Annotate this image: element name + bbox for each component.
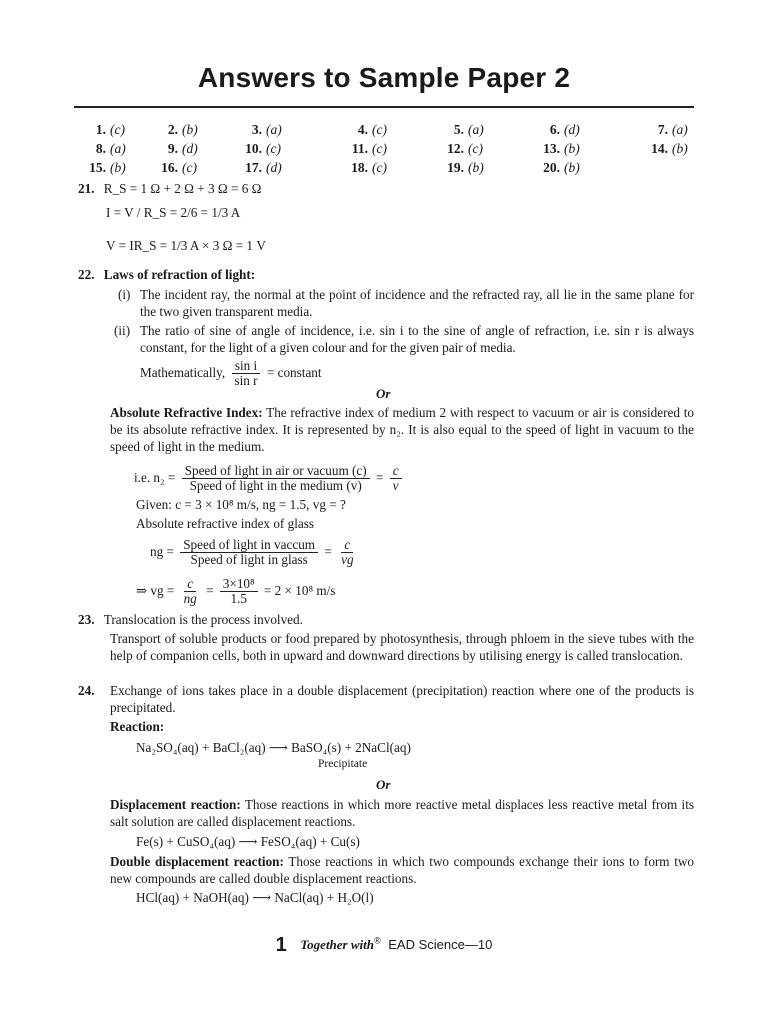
q22-given: Given: c = 3 × 10⁸ m/s, ng = 1.5, vg = ? [136,497,346,512]
mcq-number: 15. [89,160,106,175]
mcq-answer: (c) [372,141,387,156]
mcq-number: 2. [167,122,178,137]
mcq-answer-item [340,122,387,138]
q24-paragraph: Exchange of ions takes place in a double displacement (precipitation) reaction where one of the products is precipitated. [110,683,694,715]
q22-law2-text: The ratio of sine of angle of incidence, i.e. sin i to the sine of angle of refraction, i.e. sin r is always constant, for the light of a given colour and for the given pair of media. [140,323,694,355]
q24-displacement-paragraph [110,796,694,830]
mcq-number: 4. [357,122,368,137]
brand-name: Together with [300,936,374,952]
mcq-number: 16. [161,160,178,175]
mcq-answer: (a) [468,122,484,137]
mcq-answer: (d) [182,141,198,156]
q22-math-tail: = constant [266,365,322,380]
q22-vg-formula [136,575,335,607]
fraction-denominator: v [392,478,399,494]
mcq-answer: (d) [564,122,580,137]
registered-mark: ® [374,935,381,946]
sin-ratio-fraction [232,359,261,388]
fraction-numerator: c [341,538,353,553]
mcq-number: 18. [351,160,368,175]
mcq-answer-item [234,141,281,157]
mcq-answer: (b) [672,141,688,156]
mcq-answer-item [640,122,688,138]
mcq-number: 20. [543,160,560,175]
mcq-answer-item [436,141,483,157]
double-displacement-text: Those reactions in which two compounds exchange their ions to form two new compounds are called double displacement reactions. [110,854,694,886]
q23-line1 [78,611,303,628]
c-over-vg-fraction [338,538,356,567]
mcq-answer-item [150,141,198,157]
mcq-number: 10. [245,141,262,156]
ng-fraction [180,538,318,567]
question-number: 23. [78,612,95,627]
mcq-number: 14. [651,141,668,156]
page-title: Answers to Sample Paper 2 [197,62,571,93]
question-number: 24. [78,683,95,698]
mcq-answer: (b) [182,122,198,137]
ng-lead: ng = [150,544,174,559]
mcq-answer-item [150,122,198,138]
mcq-answer-item [234,160,282,176]
q22-math-lead: Mathematically, [140,365,226,380]
title-rule [74,106,694,108]
fraction-numerator: Speed of light in air or vacuum (c) [182,464,370,479]
or-separator: Or [376,386,391,401]
vg-result: = 2 × 10⁸ m/s [263,583,336,598]
double-displacement-equation: HCl(aq) + NaOH(aq) ⟶ NaCl(aq) + H₂O(l) [136,890,374,905]
equals-sign: = [324,544,332,559]
c-over-ng-fraction [181,577,200,606]
mcq-number: 13. [543,141,560,156]
q24-reaction-equation: Na₂SO₄(aq) + BaCl₂(aq) ⟶ BaSO₄(s) + 2NaCl(aq) [136,740,411,755]
q24-reaction-heading [110,718,164,735]
mcq-number: 17. [245,160,262,175]
mcq-answer-item [436,160,484,176]
q23-paragraph: Transport of soluble products or food prepared by photosynthesis, through phloem in the sieve tubes with the help of companion cells, both in upward and downward directions by utilising energy is called translocation. [110,631,694,663]
absolute-ri-heading: Absolute Refractive Index: [110,405,263,420]
q22-law1-text: The incident ray, the normal at the point of incidence and the refracted ray, all lie in the same plane for the two given transparent media. [140,287,694,319]
question-number: 21. [78,181,95,196]
q22-absolute-ri-paragraph [110,404,694,455]
q22-law1-label: (i) [118,287,131,302]
mcq-answer-item [436,122,484,138]
mcq-answer-item [532,141,580,157]
fraction-denominator: sin r [234,373,258,389]
ie-lead: i.e. n₂ = [134,470,176,485]
mcq-answer: (b) [110,160,126,175]
mcq-number: 9. [167,141,178,156]
mcq-answer-item [150,160,197,176]
mcq-answer-item [640,141,688,157]
mcq-answer-item [532,160,580,176]
q22-heading-text: Laws of refraction of light: [103,267,256,282]
fraction-denominator: 1.5 [230,591,247,607]
mcq-number: 19. [447,160,464,175]
mcq-answer: (a) [110,141,126,156]
fraction-denominator: vg [341,552,354,568]
q22-ng-formula [150,534,360,570]
double-displacement-heading: Double displacement reaction: [110,854,284,869]
mcq-answer-item [340,141,387,157]
reaction-heading: Reaction: [110,719,165,734]
equals-sign: = [206,583,214,598]
question-number: 22. [78,267,95,282]
mcq-answer: (b) [564,141,580,156]
fraction-denominator: Speed of light in glass [190,552,308,568]
fraction-numerator: sin i [232,359,260,374]
mcq-answer: (b) [468,160,484,175]
series-name: EAD Science—10 [388,936,493,952]
mcq-answer-item [78,122,125,138]
q22-n2-formula [134,460,405,496]
fraction-denominator: Speed of light in the medium (v) [189,478,362,494]
mcq-number: 8. [95,141,106,156]
mcq-answer: (a) [672,122,688,137]
mcq-number: 12. [447,141,464,156]
mcq-answer: (c) [110,122,125,137]
page-footer [0,934,768,957]
mcq-number: 11. [351,141,368,156]
q23-text1: Translocation is the process involved. [103,612,303,627]
q24-double-displacement-paragraph [110,853,694,887]
q21-rs-equation: R_S = 1 Ω + 2 Ω + 3 Ω = 6 Ω [103,181,262,196]
displacement-equation: Fe(s) + CuSO₄(aq) ⟶ FeSO₄(aq) + Cu(s) [136,834,360,849]
mcq-number: 5. [453,122,464,137]
mcq-answer-item [532,122,580,138]
q21-voltage-equation: V = IR_S = 1/3 A × 3 Ω = 1 V [106,238,266,253]
or-separator: Or [376,777,391,792]
mcq-answer: (c) [182,160,197,175]
mcq-answer-item [234,122,282,138]
q22-heading [78,266,255,283]
fraction-numerator: 3×10⁸ [220,577,258,592]
page-number: 1 [275,934,287,956]
mcq-number: 6. [549,122,560,137]
mcq-answer-item [78,160,126,176]
vg-lead: ⇒ vg = [136,583,175,598]
mcq-answer: (a) [266,122,282,137]
speed-ratio-fraction [182,464,370,493]
mcq-answer: (d) [266,160,282,175]
displacement-heading: Displacement reaction: [110,797,241,812]
mcq-answer-item [340,160,387,176]
fraction-numerator: c [390,464,402,479]
q21-current-equation: I = V / R_S = 2/6 = 1/3 A [106,205,241,220]
mcq-answer-item [78,141,126,157]
mcq-number: 7. [657,122,668,137]
mcq-number: 3. [251,122,262,137]
fraction-denominator: ng [183,591,197,607]
fraction-numerator: Speed of light in vaccum [180,538,318,553]
q21-line1 [78,180,261,197]
fraction-numerator: c [184,577,196,592]
q22-law2-label: (ii) [114,323,131,338]
equals-sign: = [375,470,384,485]
mcq-answer: (c) [468,141,483,156]
q22-snell-formula [140,358,322,388]
mcq-answer: (c) [372,122,387,137]
c-over-v-fraction [390,464,402,493]
mcq-answer: (b) [564,160,580,175]
mcq-answer: (c) [372,160,387,175]
mcq-answer: (c) [266,141,281,156]
q24-num [78,682,94,699]
displacement-text: Those reactions in which more reactive metal displaces less reactive metal from its salt solution are called displacement reactions. [110,797,694,829]
absolute-ri-text: The refractive index of medium 2 with respect to vacuum or air is considered to be its absolute refractive index. It is represented by n₂. It is also equal to the speed of light in vacuum to the speed of light in the medium. [110,405,694,454]
value-fraction [220,577,258,606]
precipitate-label: Precipitate [318,758,368,770]
q22-abs-glass: Absolute refractive index of glass [136,516,314,531]
mcq-number: 1. [95,122,106,137]
